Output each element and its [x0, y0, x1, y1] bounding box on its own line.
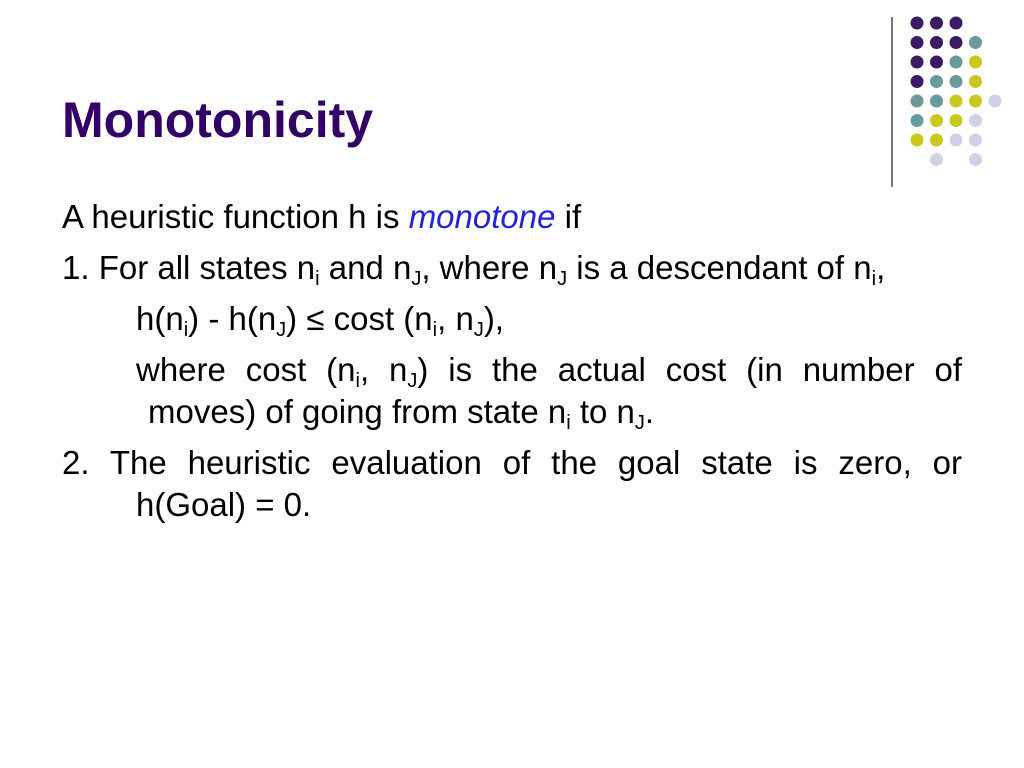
intro-suffix: if	[564, 198, 582, 235]
decorative-dot	[969, 36, 982, 49]
decorative-dot	[950, 95, 963, 108]
decorative-dot	[969, 153, 982, 166]
decorative-dot	[930, 134, 943, 147]
decorative-dot	[911, 17, 924, 30]
subscript: J	[473, 319, 484, 341]
decorative-dot	[911, 36, 924, 49]
decorative-dot	[989, 95, 1002, 108]
cost-definition	[62, 349, 962, 433]
item1-text-c: , where n	[421, 249, 558, 286]
decorative-dot	[930, 36, 943, 49]
item1-text-d: is a descendant of n	[567, 249, 872, 286]
decorative-dot	[969, 75, 982, 88]
decorative-dot	[969, 134, 982, 147]
decorative-dot	[950, 56, 963, 69]
slide-title: Monotonicity	[62, 92, 374, 148]
decorative-dot	[930, 56, 943, 69]
decorative-dot	[930, 114, 943, 127]
where-text-b: , n	[359, 351, 408, 388]
monotonicity-formula	[62, 298, 962, 340]
formula-text-a: h(n	[136, 300, 184, 337]
decorative-dot	[911, 134, 924, 147]
list-item-2: 2. The heuristic evaluation of the goal state is zero, or h(Goal) = 0.	[62, 444, 962, 523]
subscript: i	[871, 268, 877, 290]
decorative-dot	[950, 114, 963, 127]
subscript: J	[411, 268, 422, 290]
formula-text-c: ) ≤ cost (n	[286, 300, 433, 337]
subscript: i	[432, 319, 438, 341]
monotone-term: monotone	[408, 198, 556, 235]
where-text-a: where cost (n	[136, 351, 356, 388]
item1-text-e: ,	[876, 249, 886, 286]
decorative-dot	[911, 114, 924, 127]
subscript: J	[276, 319, 287, 341]
list-item-1	[62, 247, 962, 289]
decorative-dot	[911, 95, 924, 108]
decorative-dot	[950, 75, 963, 88]
decorative-dot	[930, 153, 943, 166]
decorative-dot	[950, 36, 963, 49]
decorative-dot	[930, 95, 943, 108]
decorative-dot	[930, 75, 943, 88]
formula-text-b: ) - h(n	[188, 300, 277, 337]
intro-text: A heuristic function h is	[62, 198, 400, 235]
subscript: i	[315, 268, 320, 290]
intro-line	[62, 196, 962, 238]
decorative-dot	[950, 17, 963, 30]
where-text-e: .	[644, 393, 655, 430]
decorative-dot	[969, 56, 982, 69]
subscript: i	[355, 370, 360, 392]
where-text-c: ) is the actual cost (in number of moves) of going from state n	[148, 351, 962, 430]
subscript: i	[566, 412, 571, 434]
subscript: i	[183, 319, 189, 341]
formula-text-e: ),	[483, 300, 504, 337]
subscript: J	[634, 412, 645, 434]
decorative-dot	[911, 56, 924, 69]
decorative-dot	[969, 95, 982, 108]
formula-text-d: , n	[437, 300, 474, 337]
decorative-dot	[930, 17, 943, 30]
decorative-dot	[969, 114, 982, 127]
decorative-dot	[950, 134, 963, 147]
where-text-d: to n	[570, 393, 635, 430]
divider-line	[891, 17, 893, 187]
subscript: J	[557, 268, 568, 290]
item1-text-b: and n	[319, 249, 412, 286]
item1-text-a: 1. For all states n	[62, 249, 316, 286]
subscript: J	[407, 370, 418, 392]
slide-body	[62, 196, 962, 535]
decorative-dot	[911, 75, 924, 88]
